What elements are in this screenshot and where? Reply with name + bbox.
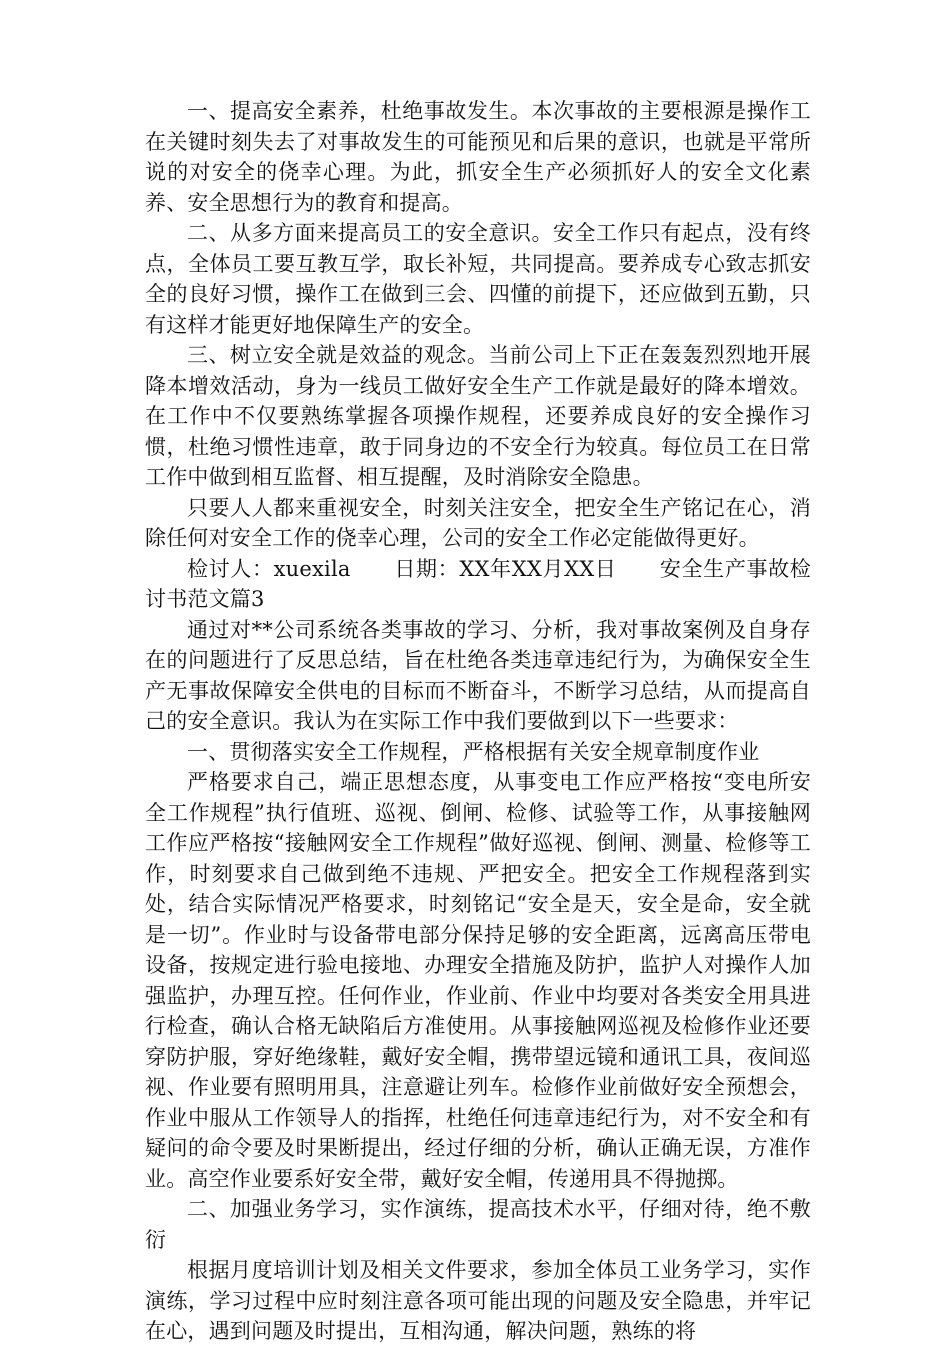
paragraph-7: 根据月度培训计划及相关文件要求，参加全体员工业务学习，实作演练，学习过程中应时刻注意各项可能出现的问题及安全隐患，并牢记在心，遇到问题及时提出，互相沟通，解决问题，熟练的将 (145, 1258, 811, 1343)
paragraph-3: 三、树立安全就是效益的观念。当前公司上下正在轰轰烈烈地开展降本增效活动，身为一线员工做好安全生产工作就是最好的降本增效。在工作中不仅要熟练掌握各项操作规程，还要养成良好的安全操作习惯，杜绝习惯性违章，敢于同身边的不安全行为较真。每位员工在日常工作中做到相互监督、相互提醒，及时消除安全隐患。 (145, 343, 811, 489)
paragraph-6: 严格要求自己，端正思想态度，从事变电工作应严格按“变电所安全工作规程”执行值班、巡视、倒闸、检修、试验等工作，从事接触网工作应严格按“接触网安全工作规程”做好巡视、倒闸、测量、检修等工作，时刻要求自己做到绝不违规、严把安全。把安全工作规程落到实处，结合实际情况严格要求，时刻铭记“安全是天，安全是命，安全就是一切”。作业时与设备带电部分保持足够的安全距离，远离高压带电设备，按规定进行验电接地、办理安全措施及防护，监护人对操作人加强监护，办理互控。任何作业，作业前、作业中均要对各类安全用具进行检查，确认合格无缺陷后方准使用。从事接触网巡视及检修作业还要穿防护服，穿好绝缘鞋，戴好安全帽，携带望远镜和通讯工具，夜间巡视、作业要有照明用具，注意避让列车。检修作业前做好安全预想会，作业中服从工作领导人的指挥，杜绝任何违章违纪行为，对不安全和有疑问的命令要及时果断提出，经过仔细的分析，确认正确无误，方准作业。高空作业要系好安全带，戴好安全帽，传递用具不得抛掷。 (145, 770, 811, 1191)
section-heading-2: 二、加强业务学习，实作演练，提高技术水平，仔细对待，绝不敷衍 (145, 1197, 811, 1252)
signature-line: 检讨人：xuexila 日期：XX年XX月XX日 安全生产事故检讨书范文篇3 (145, 556, 811, 611)
paragraph-1: 一、提高安全素养，杜绝事故发生。本次事故的主要根源是操作工在关键时刻失去了对事故发生的可能预见和后果的意识，也就是平常所说的对安全的侥幸心理。为此，抓安全生产必须抓好人的安全文化素养、安全思想行为的教育和提高。 (145, 99, 811, 215)
document-body (145, 96, 811, 1347)
paragraph-2: 二、从多方面来提高员工的安全意识。安全工作只有起点，没有终点，全体员工要互教互学，取长补短，共同提高。要养成专心致志抓安全的良好习惯，操作工在做到三会、四懂的前提下，还应做到五勤，只有这样才能更好地保障生产的安全。 (145, 221, 811, 337)
paragraph-4: 只要人人都来重视安全，时刻关注安全，把安全生产铭记在心，消除任何对安全工作的侥幸心理，公司的安全工作必定能做得更好。 (145, 495, 811, 550)
section-heading-1: 一、贯彻落实安全工作规程，严格根据有关安全规章制度作业 (187, 739, 760, 764)
paragraph-5: 通过对**公司系统各类事故的学习、分析，我对事故案例及自身存在的问题进行了反思总结，旨在杜绝各类违章违纪行为，为确保安全生产无事故保障安全供电的目标而不断奋斗，不断学习总结，从而提高自己的安全意识。我认为在实际工作中我们要做到以下一些要求： (145, 617, 811, 733)
